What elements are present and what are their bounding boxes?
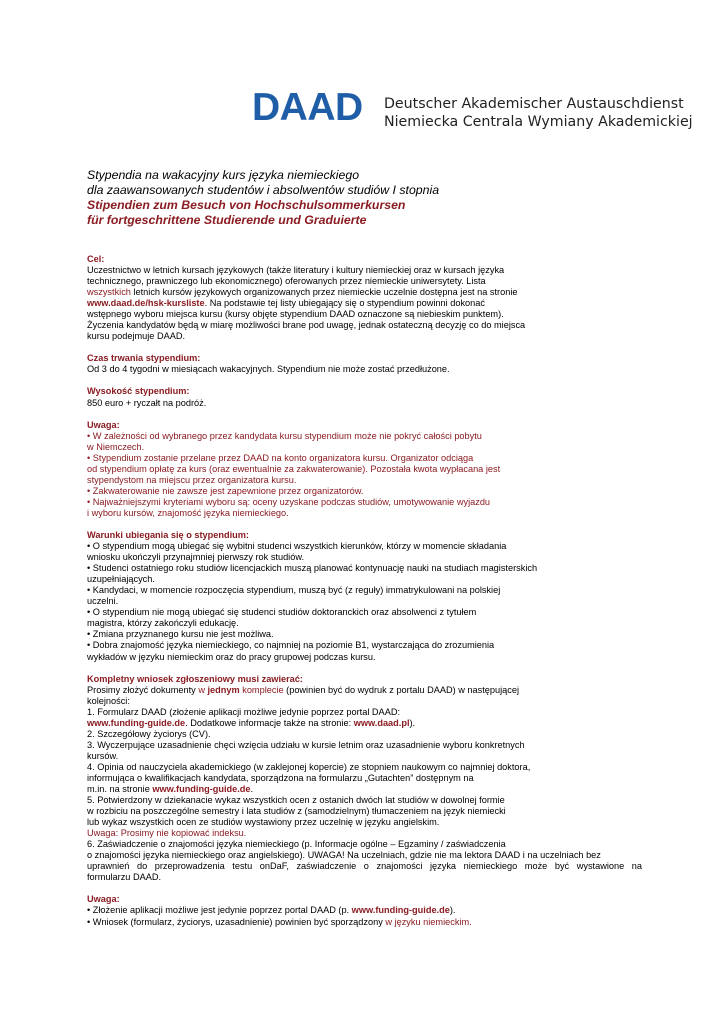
text-line: • Studenci ostatniego roku studiów licencjackich muszą planować kontynuację nauki na studiach magisterskich: [87, 563, 538, 574]
text-line: w Niemczech.: [87, 441, 145, 452]
text-line: lub wykaz wszystkich ocen ze studiów wystawiony przez uczelnię w języku angielskim.: [87, 817, 440, 828]
document-body: [87, 254, 642, 939]
link-daad-pl[interactable]: www.daad.pl: [353, 717, 410, 728]
link-hsk-kursliste[interactable]: www.daad.de/hsk-kursliste: [87, 298, 205, 309]
text-span: .: [250, 784, 254, 795]
text-line: • Zakwaterowanie nie zawsze jest zapewnione przez organizatorów.: [87, 485, 364, 496]
org-name-de: Deutscher Akademischer Austauschdienst: [384, 96, 684, 112]
text-span: • Złożenie aplikacji możliwe jest jedynie poprzez portal DAAD (p.: [87, 905, 352, 916]
text-line: wniosku ukończyli przynajmniej pierwszy rok studiów.: [87, 552, 305, 563]
org-name-pl: Niemiecka Centrala Wymiany Akademickiej: [384, 114, 693, 130]
highlight-text: w: [198, 684, 208, 695]
text-line: Uwaga: Prosimy nie kopiować indeksu.: [87, 828, 247, 839]
text-line: formularzu DAAD.: [87, 872, 162, 883]
section-heading: Cel:: [87, 254, 105, 264]
text-line: i wyboru kursów, znajomość języka niemieckiego.: [87, 507, 289, 518]
text-line: stypendystom na miejscu przez organizatora kursu.: [87, 474, 297, 485]
text-line: 2. Szczegółowy życiorys (CV).: [87, 728, 211, 739]
text-span: . Na podstawie tej listy ubiegający się o stypendium powinni dokonać: [204, 298, 485, 309]
text-line: kursów.: [87, 750, 119, 761]
text-line: o znajomości języka niemieckiego oraz angielskiego). UWAGA! Na uczelniach, gdzie nie ma lektora DAAD i na uczelniach bez: [87, 850, 601, 861]
text-line: magistra, którzy zakończyli edukację.: [87, 618, 239, 629]
text-line: [87, 917, 642, 928]
text-span: Prosimy złożyć dokumenty: [87, 684, 199, 695]
section-heading: Wysokość stypendium:: [87, 386, 190, 397]
text-line: • Najważniejszymi kryteriami wyboru są: oceny uzyskane podczas studiów, umotywowanie wyjazdu: [87, 496, 491, 507]
text-line: technicznego, prawniczego lub ekonomicznego) oferowanych przez niemieckie uniwersytety. Lista: [87, 276, 486, 287]
text-line: [87, 287, 642, 298]
link-funding-guide[interactable]: www.funding-guide.de: [351, 905, 450, 916]
link-funding-guide[interactable]: www.funding-guide.de: [87, 717, 186, 728]
text-line: od stypendium opłatę za kurs (oraz ewentualnie za zakwaterowanie). Pozostała kwota wypłacana jest: [87, 463, 501, 474]
text-span: (powinien być do wydruk z portalu DAAD) w następującej: [283, 684, 520, 695]
text-line: 5. Potwierdzony w dziekanacie wykaz wszystkich ocen z ostanich dwóch lat studiów w dowolnej formie: [87, 795, 505, 806]
text-line: • Dobra znajomość języka niemieckiego, co najmniej na poziomie B1, wystarczająca do zrozumienia: [87, 640, 495, 651]
text-line: uprawnień do przeprowadzenia testu onDaF, zaświadczenie o znajomości języka niemieckiego może być wystawione na: [87, 861, 642, 872]
highlight-text: w języku niemieckim.: [385, 916, 472, 927]
text-line: w rozbiciu na poszczególne semestry i lata studiów z (samodzielnym) tłumaczeniem na język niemiecki: [87, 806, 506, 817]
section-uwaga-2: [87, 894, 642, 927]
text-line: [87, 685, 642, 696]
document-title: [87, 168, 647, 228]
text-line: [87, 718, 642, 729]
section-heading: Uwaga:: [87, 894, 120, 905]
text-span: • Wniosek (formularz, życiorys, uzasadnienie) powinien być sporządzony: [87, 916, 386, 927]
text-line: • Zmiana przyznanego kursu nie jest możliwa.: [87, 629, 274, 640]
text-span: ).: [449, 905, 456, 916]
title-de-line-2: für fortgeschrittene Studierende und Graduierte: [87, 213, 367, 227]
text-line: kolejności:: [87, 695, 130, 706]
text-line: [87, 905, 642, 916]
title-de-line-1: Stipendien zum Besuch von Hochschulsommerkursen: [87, 198, 406, 212]
text-line: [87, 784, 642, 795]
section-heading: Czas trwania stypendium:: [87, 353, 201, 364]
highlight-text: wszystkich: [87, 287, 131, 298]
section-uwaga-1: [87, 420, 642, 519]
text-line: wykładów w języku niemieckim oraz do pracy grupowej podczas kursu.: [87, 651, 376, 662]
text-span: ).: [409, 717, 416, 728]
text-line: • O stypendium mogą ubiegać się wybitni studenci wszystkich kierunków, którzy w momencie składania: [87, 541, 507, 552]
text-span: letnich kursów językowych organizowanych przez niemieckie uczelnie dostępna jest na stronie: [130, 287, 518, 298]
text-line: 3. Wyczerpujące uzasadnienie chęci wzięcia udziału w kursie letnim oraz uzasadnienie wyboru konkretnych: [87, 739, 525, 750]
text-line: • Kandydaci, w momencie rozpoczęcia stypendium, muszą być (z reguły) immatrykulowani na polskiej: [87, 585, 501, 596]
highlight-text: komplecie: [239, 684, 284, 695]
title-pl-line-2: dla zaawansowanych studentów i absolwentów studiów I stopnia: [87, 183, 440, 197]
highlight-text: jednym: [207, 684, 240, 695]
section-cel: [87, 254, 642, 342]
text-line: [87, 298, 642, 309]
text-line: • O stypendium nie mogą ubiegać się studenci studiów doktoranckich oraz absolwenci z tytułem: [87, 607, 477, 618]
text-span: m.in. na stronie: [87, 784, 153, 795]
section-wysokosc: [87, 386, 642, 408]
daad-logo: DAAD: [252, 86, 363, 129]
text-line: • W zależności od wybranego przez kandydata kursu stypendium może nie pokryć całości pobytu: [87, 430, 482, 441]
text-line: 6. Zaświadczenie o znajomości języka niemieckiego (p. Informacje ogólne – Egzaminy / zaświadczenia: [87, 839, 506, 850]
section-warunki: [87, 530, 642, 663]
text-line: Od 3 do 4 tygodni w miesiącach wakacyjnych. Stypendium nie może zostać przedłużone.: [87, 364, 450, 375]
text-line: 850 euro + ryczałt na podróż.: [87, 397, 207, 408]
section-czas-trwania: [87, 353, 642, 375]
link-funding-guide[interactable]: www.funding-guide.de: [152, 784, 251, 795]
section-wniosek: [87, 674, 642, 884]
text-line: uczelni.: [87, 596, 119, 607]
text-line: 1. Formularz DAAD (złożenie aplikacji możliwe jedynie poprzez portal DAAD:: [87, 706, 401, 717]
text-line: 4. Opinia od nauczyciela akademickiego (w zaklejonej kopercie) ze stopniem naukowym co najmniej doktora,: [87, 761, 531, 772]
text-line: kursu podejmuje DAAD.: [87, 331, 186, 342]
title-pl-line-1: Stypendia na wakacyjny kurs języka niemieckiego: [87, 168, 360, 182]
section-heading: Warunki ubiegania się o stypendium:: [87, 529, 249, 540]
text-line: informująca o kwalifikacjach kandydata, sporządzona na formularzu „Gutachten” dostępnym na: [87, 772, 474, 783]
text-span: . Dodatkowe informacje także na stronie:: [185, 717, 354, 728]
section-heading: Uwaga:: [87, 419, 120, 430]
text-line: Życzenia kandydatów będą w miarę możliwości brane pod uwagę, jednak ostateczną decyzję co do miejsca: [87, 320, 526, 331]
text-line: Uczestnictwo w letnich kursach językowych (także literatury i kultury niemieckiej oraz w kursach języka: [87, 265, 505, 276]
text-line: uzupełniających.: [87, 574, 155, 585]
section-heading: Kompletny wniosek zgłoszeniowy musi zawierać:: [87, 673, 303, 684]
text-line: wstępnego wyboru miejsca kursu (kursy objęte stypendium DAAD oznaczone są niebieskim punktem).: [87, 309, 504, 320]
text-line: • Stypendium zostanie przelane przez DAAD na konto organizatora kursu. Organizator odciąga: [87, 452, 474, 463]
